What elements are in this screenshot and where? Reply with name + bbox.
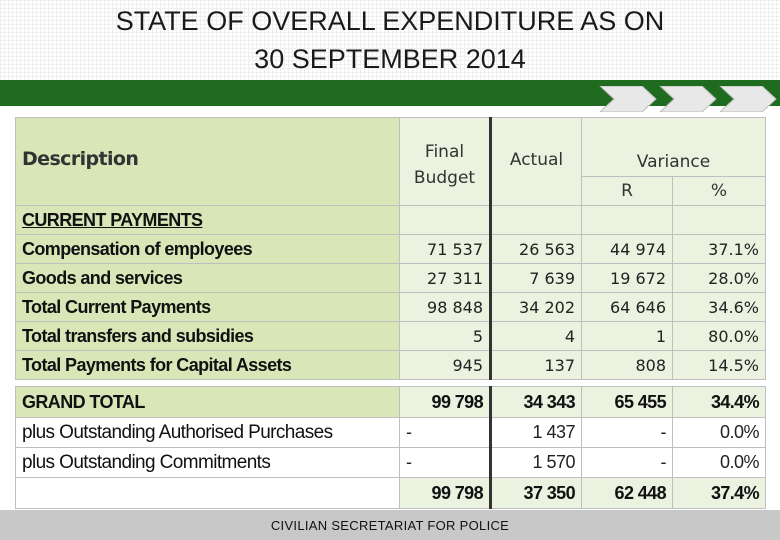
header-variance-pct: % [673,177,766,206]
extra-variance-pct: 0.0% [673,448,766,478]
section-label: CURRENT PAYMENTS [16,206,400,235]
variance-pct-value: 14.5% [673,351,766,380]
table-row [16,235,766,264]
grand-total-final-budget: 99 798 [400,387,491,418]
final-total-label [16,478,400,509]
header-description: Description [16,118,400,206]
extra-row [16,418,766,448]
title-line-1: STATE OF OVERALL EXPENDITURE AS ON [115,6,665,36]
final-budget-value: 98 848 [400,293,491,322]
extra-row [16,448,766,478]
spacer-cell [491,380,582,387]
variance-r-value: 19 672 [582,264,673,293]
header-variance: Variance [582,118,766,177]
title-area [0,0,780,80]
header-final-budget-line2: Budget [413,167,476,188]
table-cell [673,206,766,235]
final-budget-value: 27 311 [400,264,491,293]
actual-value: 7 639 [491,264,582,293]
grand-total-variance-pct: 34.4% [673,387,766,418]
extra-actual: 1 570 [491,448,582,478]
row-label: Total Current Payments [16,293,400,322]
row-label: Compensation of employees [16,235,400,264]
table-cell [400,206,491,235]
variance-pct-value: 80.0% [673,322,766,351]
final-total-row [16,478,766,509]
extra-row-label: plus Outstanding Commitments [16,448,400,478]
expenditure-table-wrapper [15,117,765,503]
grand-total-variance-r: 65 455 [582,387,673,418]
spacer-cell [400,380,491,387]
extra-variance-r: - [582,418,673,448]
table-row [16,322,766,351]
spacer-cell [16,380,400,387]
table-row [16,351,766,380]
actual-value: 4 [491,322,582,351]
extra-variance-pct: 0.0% [673,418,766,448]
table-row [16,293,766,322]
variance-pct-value: 37.1% [673,235,766,264]
final-total-variance-r: 62 448 [582,478,673,509]
actual-value: 26 563 [491,235,582,264]
extra-row-label: plus Outstanding Authorised Purchases [16,418,400,448]
extra-final-budget: - [400,448,491,478]
header-variance-r: R [582,177,673,206]
header-row-1 [16,118,766,177]
final-budget-value: 5 [400,322,491,351]
final-budget-value: 71 537 [400,235,491,264]
variance-pct-value: 28.0% [673,264,766,293]
extra-variance-r: - [582,448,673,478]
actual-value: 137 [491,351,582,380]
grand-total-label: GRAND TOTAL [16,387,400,418]
section-row [16,206,766,235]
final-total-variance-pct: 37.4% [673,478,766,509]
final-budget-value: 945 [400,351,491,380]
table-cell [491,206,582,235]
grand-total-actual: 34 343 [491,387,582,418]
table-cell [582,206,673,235]
variance-r-value: 64 646 [582,293,673,322]
grand-total-row [16,387,766,418]
extra-actual: 1 437 [491,418,582,448]
slide-title [0,2,780,78]
expenditure-table [15,117,766,509]
variance-pct-value: 34.6% [673,293,766,322]
header-final-budget [400,118,491,206]
variance-r-value: 1 [582,322,673,351]
row-label: Total Payments for Capital Assets [16,351,400,380]
spacer-row [16,380,766,387]
row-label: Total transfers and subsidies [16,322,400,351]
variance-r-value: 808 [582,351,673,380]
header-actual: Actual [491,118,582,206]
table-row [16,264,766,293]
final-total-final-budget: 99 798 [400,478,491,509]
chevron-arrows-icon [596,86,780,112]
extra-final-budget: - [400,418,491,448]
actual-value: 34 202 [491,293,582,322]
title-line-2: 30 SEPTEMBER 2014 [254,44,526,74]
row-label: Goods and services [16,264,400,293]
variance-r-value: 44 974 [582,235,673,264]
footer-text: CIVILIAN SECRETARIAT FOR POLICE [270,518,510,533]
header-final-budget-line1: Final [424,141,465,162]
final-total-actual: 37 350 [491,478,582,509]
spacer-cell [673,380,766,387]
spacer-cell [582,380,673,387]
